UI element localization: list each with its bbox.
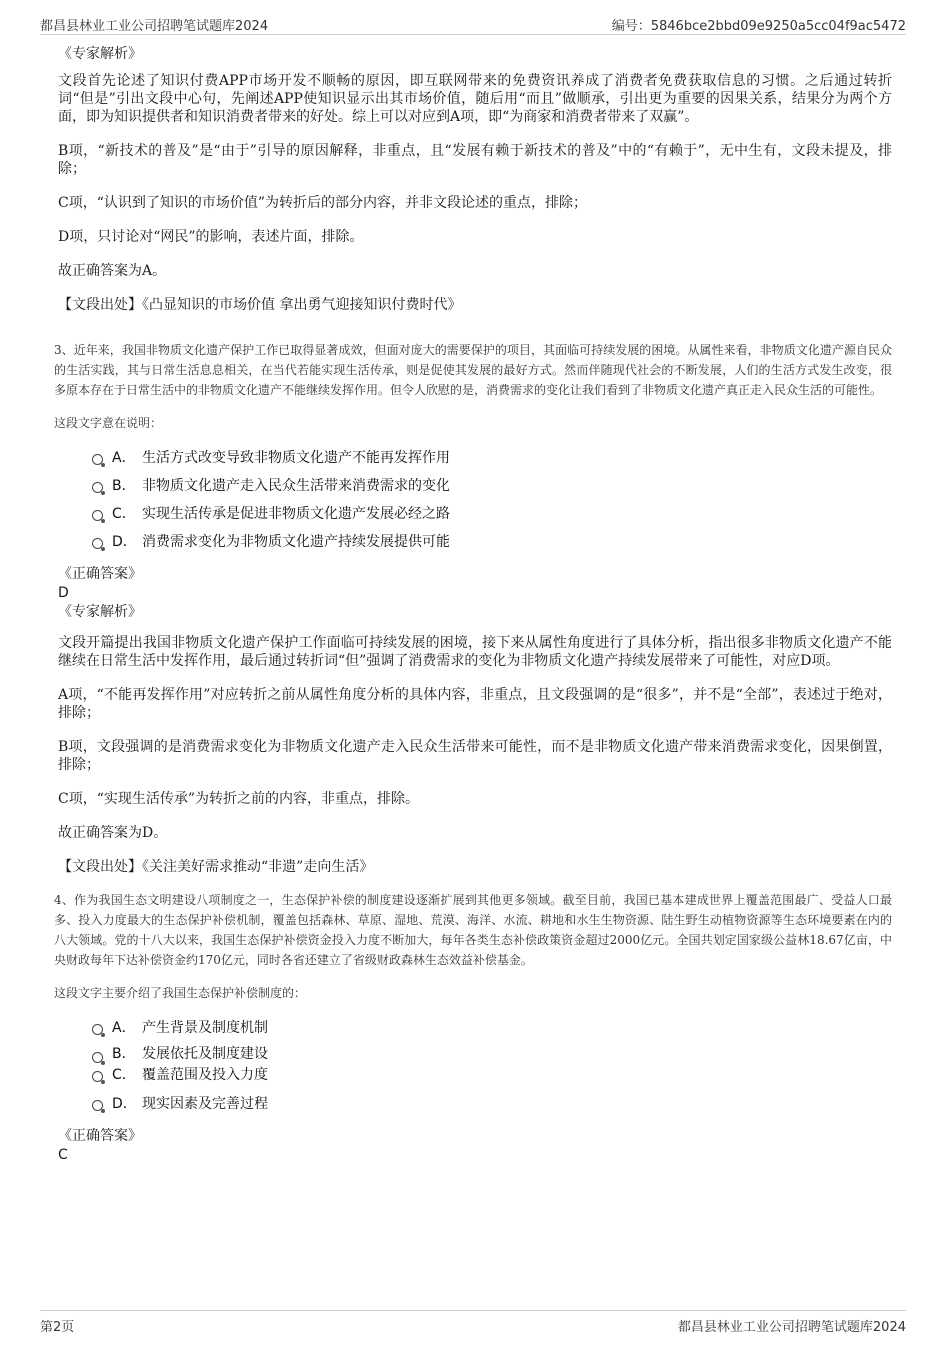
- q3-expert-label: 《专家解析》: [58, 604, 142, 620]
- option-text: 消费需求变化为非物质文化遗产持续发展提供可能: [142, 534, 450, 550]
- q3-option-a[interactable]: [54, 444, 892, 472]
- page-content: [54, 44, 892, 1164]
- option-text: 产生背景及制度机制: [142, 1020, 268, 1036]
- radio-icon[interactable]: [92, 482, 103, 493]
- q2-expert-label: 《专家解析》: [58, 46, 142, 62]
- option-letter: C．: [112, 1067, 136, 1083]
- q2-conclusion: 故正确答案为A。: [58, 263, 167, 279]
- header-title: 都昌县林业工业公司招聘笔试题库2024: [40, 19, 269, 34]
- radio-icon[interactable]: [92, 454, 103, 465]
- q3-option-b[interactable]: [54, 472, 892, 500]
- q2-analysis-c: C项，“认识到了知识的市场价值”为转折后的部分内容，并非文段论述的重点，排除；: [58, 195, 588, 211]
- page-header: [40, 12, 906, 35]
- footer-title: 都昌县林业工业公司招聘笔试题库2024: [677, 1320, 906, 1335]
- q3-option-c[interactable]: [54, 500, 892, 528]
- radio-icon[interactable]: [92, 1052, 103, 1063]
- option-text: 实现生活传承是促进非物质文化遗产发展必经之路: [142, 506, 450, 522]
- q4-options: [54, 1014, 892, 1118]
- option-text: 现实因素及完善过程: [142, 1096, 268, 1112]
- radio-icon[interactable]: [92, 1071, 103, 1082]
- q2-analysis-main: 文段首先论述了知识付费APP市场开发不顺畅的原因，即互联网带来的免费资讯养成了消费者免费获取信息的习惯。之后通过转折词“但是”引出文段中心句，先阐述APP使知识显示出其市场价值，随后用“而且”做顺承，引出更为重要的因果关系，结果分为两个方面，即为知识提供者和知识消费者带来的好处。综上可以对应到A项，即“为商家和消费者带来了双赢”。: [58, 73, 892, 125]
- radio-icon[interactable]: [92, 1024, 103, 1035]
- q3-answer-label: 《正确答案》: [58, 566, 142, 582]
- q4-answer: C: [58, 1147, 68, 1163]
- option-text: 覆盖范围及投入力度: [142, 1067, 268, 1083]
- q3-answer: D: [58, 585, 69, 601]
- option-letter: D．: [112, 1096, 137, 1112]
- option-text: 生活方式改变导致非物质文化遗产不能再发挥作用: [142, 450, 450, 466]
- radio-icon[interactable]: [92, 510, 103, 521]
- question-3: [54, 340, 892, 556]
- option-letter: C．: [112, 506, 136, 522]
- page-number: 第2页: [40, 1320, 75, 1335]
- radio-icon[interactable]: [92, 538, 103, 549]
- page-footer: [40, 1310, 906, 1333]
- q4-ask: 这段文字主要介绍了我国生态保护补偿制度的：: [54, 986, 307, 1000]
- radio-icon[interactable]: [92, 1100, 103, 1111]
- q4-option-b[interactable]: [54, 1042, 892, 1066]
- q2-analysis-block: [58, 44, 892, 314]
- option-text: 非物质文化遗产走入民众生活带来消费需求的变化: [142, 478, 450, 494]
- option-letter: B．: [112, 478, 136, 494]
- option-text: 发展依托及制度建设: [142, 1046, 268, 1062]
- q3-analysis-b: B项，文段强调的是消费需求变化为非物质文化遗产走入民众生活带来可能性，而不是非物质文化遗产带来消费需求变化，因果倒置，排除；: [58, 739, 892, 773]
- option-letter: B．: [112, 1046, 136, 1062]
- q3-stem: 3、近年来，我国非物质文化遗产保护工作已取得显著成效，但面对庞大的需要保护的项目，其面临可持续发展的困境。从属性来看，非物质文化遗产源自民众的生活实践，其与日常生活息息相关，在当代若能实现生活传承，则是促使其发展的最好方式。然而伴随现代社会的不断发展，人们的生活方式发生改变，很多原本存在于日常生活中的非物质文化遗产不能继续发挥作用。但令人欣慰的是，消费需求的变化让我们看到了非物质文化遗产真正走入民众生活的可能性。: [54, 343, 892, 397]
- q4-option-c[interactable]: [54, 1066, 892, 1084]
- option-letter: A．: [112, 450, 136, 466]
- q2-source: 【文段出处】《凸显知识的市场价值 拿出勇气迎接知识付费时代》: [58, 297, 462, 313]
- q3-source: 【文段出处】《关注美好需求推动“非遗”走向生活》: [58, 859, 374, 875]
- question-4: [54, 890, 892, 1118]
- q3-conclusion: 故正确答案为D。: [58, 825, 168, 841]
- option-letter: A．: [112, 1020, 136, 1036]
- q3-analysis-a: A项，“不能再发挥作用”对应转折之前从属性角度分析的具体内容，非重点，且文段强调的是“很多”，并不是“全部”，表述过于绝对，排除；: [58, 687, 892, 721]
- q3-analysis-main: 文段开篇提出我国非物质文化遗产保护工作面临可持续发展的困境，接下来从属性角度进行了具体分析，指出很多非物质文化遗产不能继续在日常生活中发挥作用，最后通过转折词“但”强调了消费需求的变化为非物质文化遗产持续发展带来了可能性，对应D项。: [58, 635, 892, 669]
- q3-analysis-c: C项，“实现生活传承”为转折之前的内容，非重点，排除。: [58, 791, 420, 807]
- header-doc-id: 编号：5846bce2bbd09e9250a5cc04f9ac5472: [611, 19, 906, 34]
- q4-answer-label: 《正确答案》: [58, 1128, 142, 1144]
- q4-stem: 4、作为我国生态文明建设八项制度之一，生态保护补偿的制度建设逐渐扩展到其他更多领域。截至目前，我国已基本建成世界上覆盖范围最广、受益人口最多、投入力度最大的生态保护补偿机制，覆盖包括森林、草原、湿地、荒漠、海洋、水流、耕地和水生生物资源、陆生野生动植物资源等生态环境要素在内的八大领域。党的十八大以来，我国生态保护补偿资金投入力度不断加大，每年各类生态补偿政策资金超过2000亿元。全国共划定国家级公益林18.67亿亩，中央财政每年下达补偿资金约170亿元，同时各省还建立了省级财政森林生态效益补偿基金。: [54, 893, 892, 967]
- q2-analysis-b: B项，“新技术的普及”是“由于”引导的原因解释，非重点，且“发展有赖于新技术的普及”中的“有赖于”，无中生有，文段未提及，排除；: [58, 143, 892, 177]
- q3-options: [54, 444, 892, 556]
- q4-option-a[interactable]: [54, 1014, 892, 1042]
- q3-ask: 这段文字意在说明：: [54, 416, 163, 430]
- q4-option-d[interactable]: [54, 1090, 892, 1118]
- q2-analysis-d: D项，只讨论对“网民”的影响，表述片面，排除。: [58, 229, 364, 245]
- q3-option-d[interactable]: [54, 528, 892, 556]
- option-letter: D．: [112, 534, 137, 550]
